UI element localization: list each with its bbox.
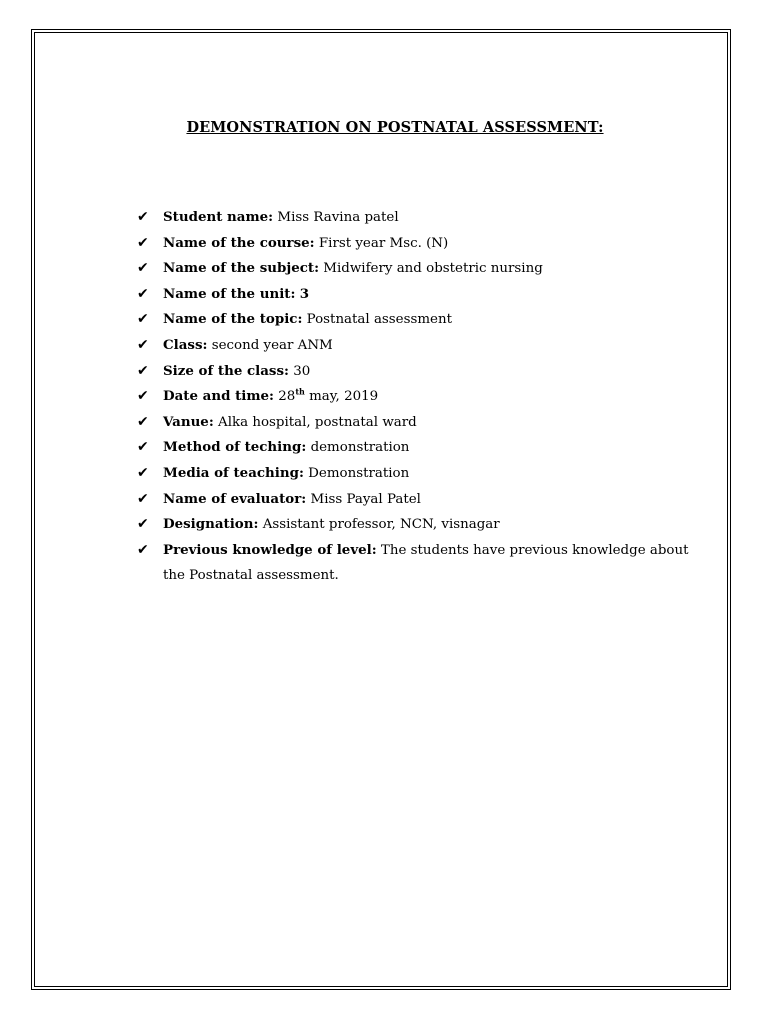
checkmark-icon: ✔ [137, 490, 149, 507]
checkmark-icon: ✔ [137, 311, 149, 328]
item-label: Date and time: [163, 388, 274, 405]
checkmark-icon: ✔ [137, 362, 149, 379]
checkmark-icon: ✔ [137, 541, 149, 558]
item-label: Class: [163, 336, 208, 353]
list-item-designation [137, 512, 697, 538]
checkmark-icon: ✔ [137, 209, 149, 225]
list-item-unit [137, 282, 697, 308]
list-item-venue [137, 410, 697, 436]
checkmark-icon: ✔ [137, 516, 149, 533]
item-value: Alka hospital, postnatal ward [218, 414, 417, 430]
item-label: Previous knowledge of level: [163, 541, 377, 558]
document-title: DEMONSTRATION ON POSTNATAL ASSESSMENT: [186, 119, 604, 136]
item-value: Assistant professor, NCN, visnagar [262, 517, 500, 533]
item-label: Name of the unit: [163, 285, 296, 302]
item-value: 30 [293, 363, 311, 379]
item-value-ordinal: th [295, 386, 305, 397]
list-item-topic [137, 307, 697, 333]
item-value: demonstration [310, 440, 410, 456]
item-value: The students have previous knowledge about the Postnatal assessment. [163, 542, 689, 584]
item-label: Name of the subject: [163, 260, 320, 277]
item-value-day: 28 [278, 389, 296, 405]
checkmark-icon: ✔ [137, 464, 149, 481]
item-label: Name of evaluator: [163, 490, 307, 507]
item-value: Demonstration [308, 465, 410, 481]
item-value: second year ANM [211, 337, 333, 353]
item-label: Size of the class: [163, 362, 289, 379]
item-value-date: may, 2019 [309, 389, 379, 405]
item-label: Name of the course: [163, 234, 315, 251]
list-item-media [137, 461, 697, 487]
list-item-previous-knowledge [137, 538, 697, 589]
list-item-course [137, 231, 697, 257]
checkmark-icon: ✔ [137, 439, 149, 456]
checkmark-icon: ✔ [137, 413, 149, 430]
item-label: Designation: [163, 516, 259, 533]
list-item-student-name [137, 205, 697, 231]
list-item-subject [137, 256, 697, 282]
item-label: Method of teching: [163, 439, 307, 456]
list-item-method [137, 435, 697, 461]
item-label: Vanue: [163, 413, 214, 430]
checkmark-icon: ✔ [137, 234, 149, 251]
item-value: 3 [299, 285, 310, 302]
list-item-evaluator [137, 487, 697, 513]
list-item-class-size [137, 359, 697, 385]
checkmark-icon: ✔ [137, 336, 149, 353]
item-value: Miss Payal Patel [310, 491, 421, 507]
item-value: Midwifery and obstetric nursing [323, 261, 543, 277]
item-label: Name of the topic: [163, 311, 303, 328]
list-item-class [137, 333, 697, 359]
item-value: First year Msc. (N) [318, 235, 449, 251]
checkmark-icon: ✔ [137, 285, 149, 302]
item-label: Media of teaching: [163, 464, 304, 481]
item-value: Postnatal assessment [306, 312, 452, 328]
list-item-date-time [137, 384, 697, 410]
checkmark-icon: ✔ [137, 388, 149, 405]
item-value: Miss Ravina patel [277, 210, 399, 225]
checkmark-icon: ✔ [137, 260, 149, 277]
details-list [137, 205, 697, 589]
item-label: Student name: [163, 209, 274, 225]
